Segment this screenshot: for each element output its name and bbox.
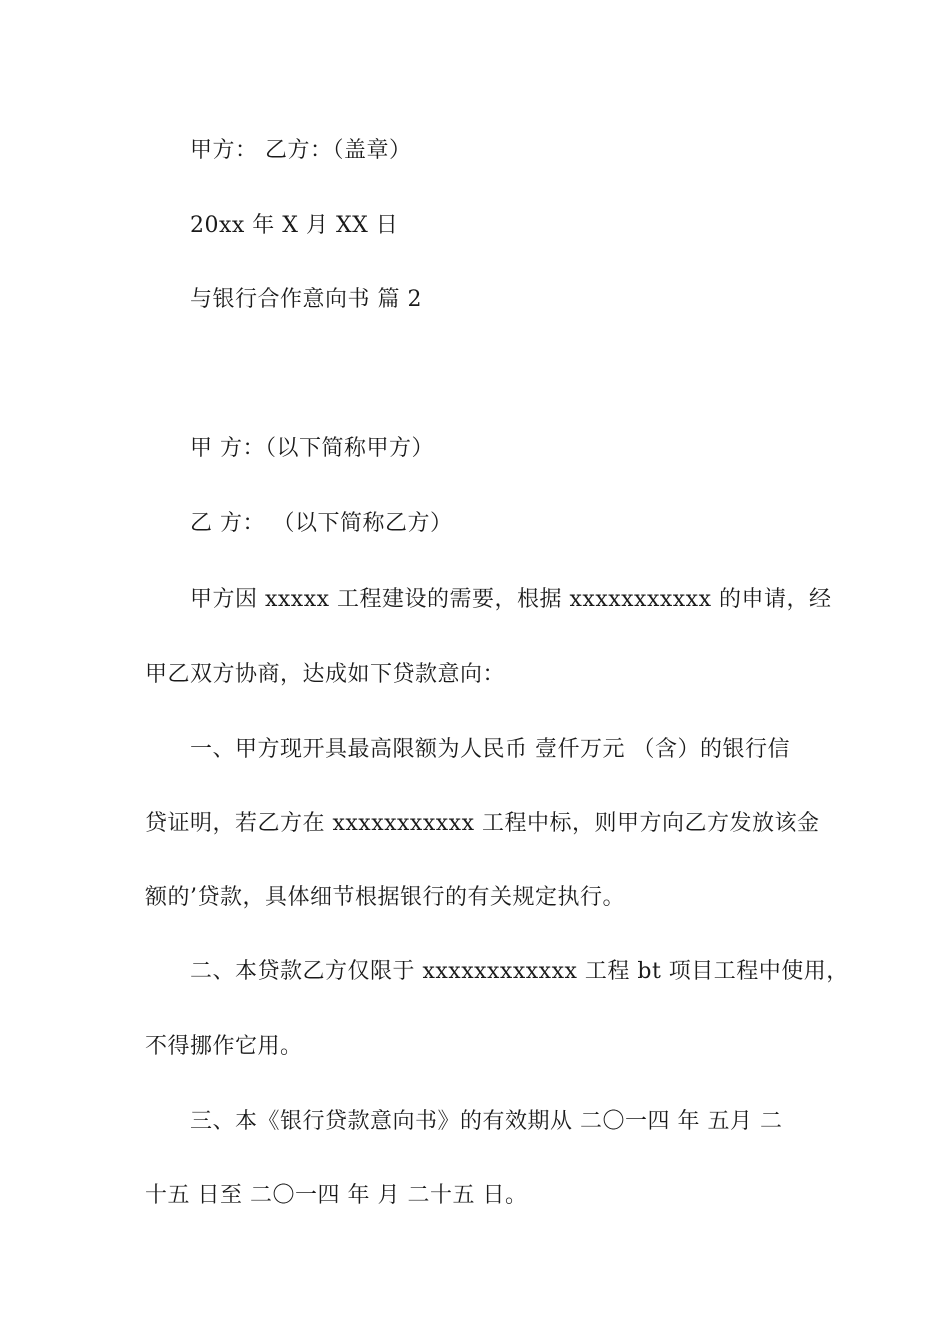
clause-3-line-1: 三、本《银行贷款意向书》的有效期从 二〇一四 年 五月 二 <box>190 1109 783 1134</box>
clause-2-line-2: 不得挪作它用。 <box>145 1034 303 1059</box>
section-title: 与银行合作意向书 篇 2 <box>190 287 422 312</box>
clause-1-line-3: 额的’贷款，具体细节根据银行的有关规定执行。 <box>145 885 625 910</box>
party-b-line: 乙 方： （以下简称乙方） <box>190 511 453 536</box>
clause-3-line-2: 十五 日至 二〇一四 年 月 二十五 日。 <box>145 1183 528 1208</box>
paragraph-intro-line-1: 甲方因 xxxxx 工程建设的需要，根据 xxxxxxxxxxx 的申请，经 <box>190 587 832 612</box>
clause-1-line-2: 贷证明，若乙方在 xxxxxxxxxxx 工程中标，则甲方向乙方发放该金 <box>145 811 820 836</box>
clause-2-line-1: 二、本贷款乙方仅限于 xxxxxxxxxxxx 工程 bt 项目工程中使用， <box>190 959 849 984</box>
paragraph-intro-line-2: 甲乙双方协商，达成如下贷款意向： <box>145 662 506 687</box>
clause-1-line-1: 一、甲方现开具最高限额为人民币 壹仟万元 （含）的银行信 <box>190 737 790 762</box>
date-line: 20xx 年 X 月 XX 日 <box>190 213 399 238</box>
signature-line: 甲方： 乙方：（盖章） <box>190 138 412 163</box>
party-a-line: 甲 方：（以下简称甲方） <box>190 436 434 461</box>
